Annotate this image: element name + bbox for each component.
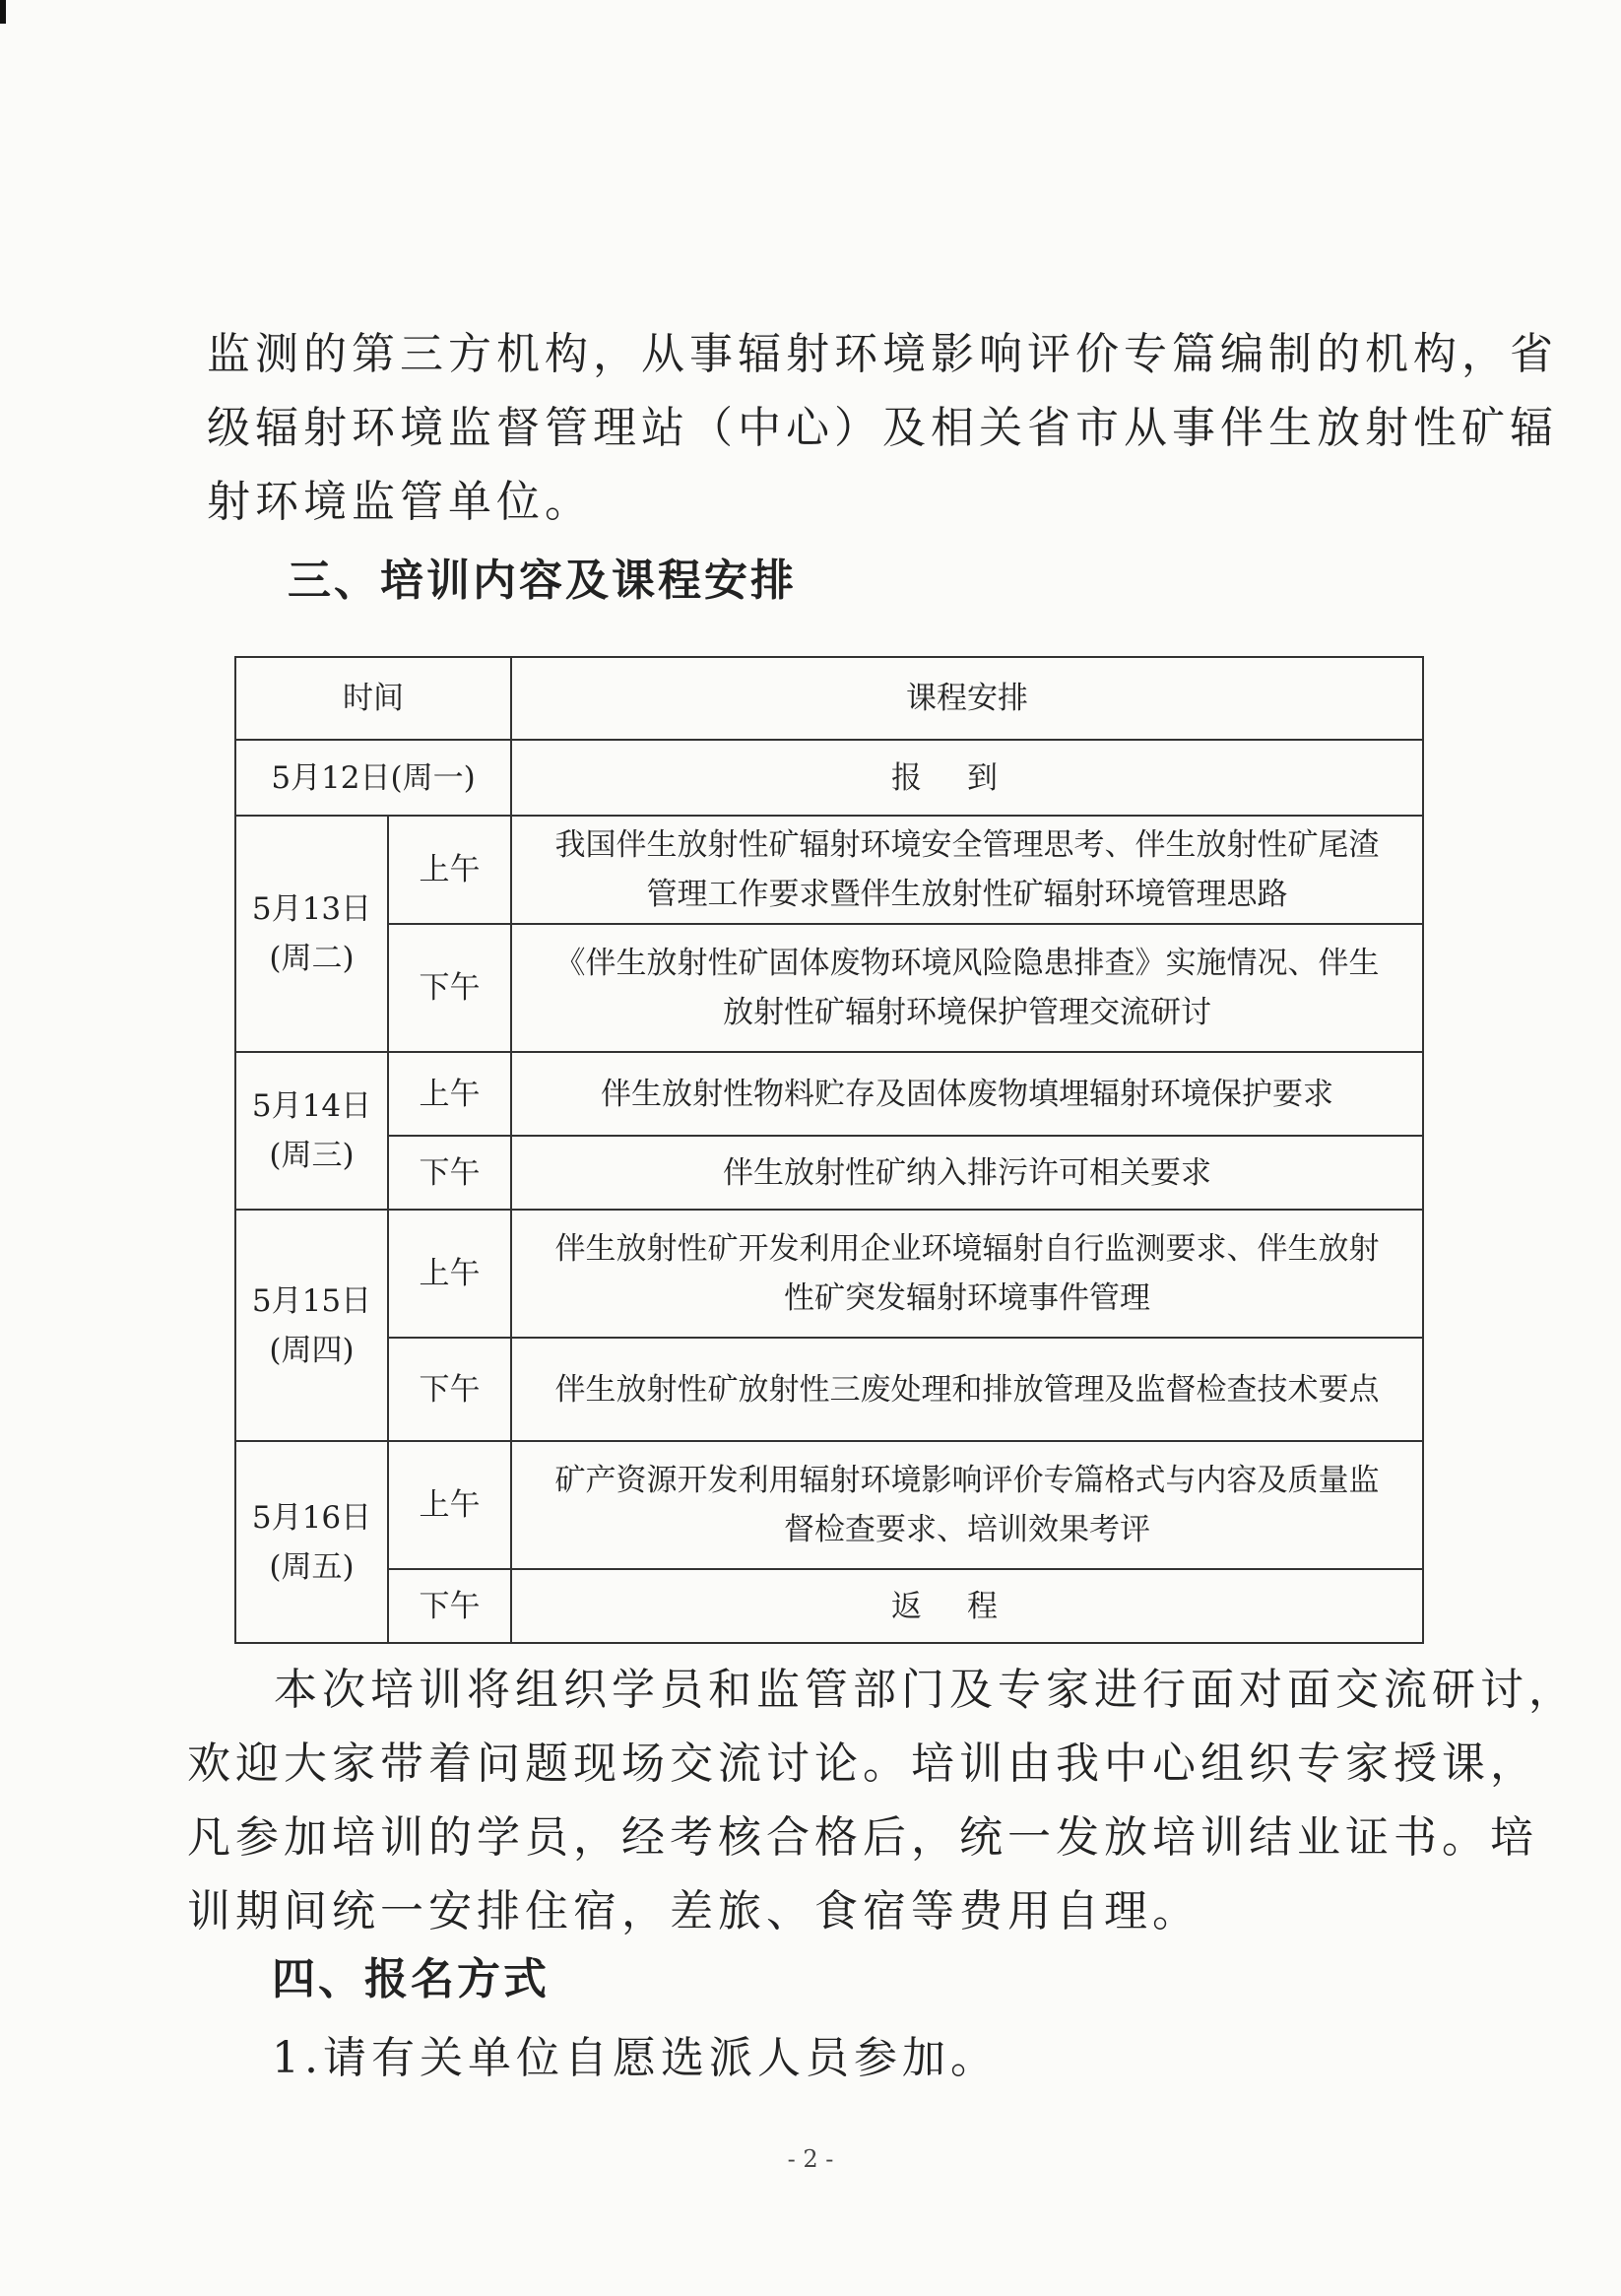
intro-paragraph — [207, 317, 1558, 539]
date-cell: 5月14日 (周三) — [235, 1052, 388, 1210]
course-cell: 伴生放射性物料贮存及固体废物填埋辐射环境保护要求 — [511, 1052, 1423, 1136]
header-time: 时间 — [235, 657, 511, 740]
date-cell: 5月15日 (周四) — [235, 1210, 388, 1441]
course-cell: 返程 — [511, 1569, 1423, 1643]
period-cell: 下午 — [388, 1569, 511, 1643]
course-cell: 伴生放射性矿开发利用企业环境辐射自行监测要求、伴生放射 性矿突发辐射环境事件管理 — [511, 1210, 1423, 1338]
period-cell: 上午 — [388, 816, 511, 924]
date-cell: 5月13日 (周二) — [235, 816, 388, 1052]
course-cell: 矿产资源开发利用辐射环境影响评价专篇格式与内容及质量监 督检查要求、培训效果考评 — [511, 1441, 1423, 1569]
period-cell: 上午 — [388, 1052, 511, 1136]
table-row — [235, 740, 1423, 816]
registration-item-1: 1.请有关单位自愿选派人员参加。 — [272, 2033, 999, 2083]
training-line-3: 凡参加培训的学员，经考核合格后，统一发放培训结业证书。培 — [187, 1812, 1538, 1863]
course-cell: 伴生放射性矿放射性三废处理和排放管理及监督检查技术要点 — [511, 1338, 1423, 1441]
header-course: 课程安排 — [511, 657, 1423, 740]
course-cell: 伴生放射性矿纳入排污许可相关要求 — [511, 1136, 1423, 1210]
date-cell: 5月12日(周一) — [235, 740, 511, 816]
section-4-heading: 四、报名方式 — [272, 1954, 550, 2004]
training-line-4: 训期间统一安排住宿，差旅、食宿等费用自理。 — [187, 1886, 1200, 1936]
date-cell: 5月16日 (周五) — [235, 1441, 388, 1643]
table-header-row — [235, 657, 1423, 740]
period-cell: 上午 — [388, 1210, 511, 1338]
table-row — [235, 1210, 1423, 1338]
intro-line-3: 射环境监管单位。 — [207, 477, 593, 527]
page-number: - 2 - — [787, 2145, 834, 2173]
period-cell: 下午 — [388, 1136, 511, 1210]
table-row — [235, 1136, 1423, 1210]
period-cell: 下午 — [388, 924, 511, 1052]
training-line-2: 欢迎大家带着问题现场交流讨论。培训由我中心组织专家授课， — [187, 1738, 1538, 1789]
table-row — [235, 1338, 1423, 1441]
intro-line-2: 级辐射环境监督管理站（中心）及相关省市从事伴生放射性矿辐 — [207, 403, 1558, 453]
table-row — [235, 1569, 1423, 1643]
table-row — [235, 1441, 1423, 1569]
training-line-1: 本次培训将组织学员和监管部门及专家进行面对面交流研讨， — [274, 1665, 1577, 1715]
section-3-heading: 三、培训内容及课程安排 — [288, 556, 797, 606]
course-cell: 报到 — [511, 740, 1423, 816]
table-row — [235, 924, 1423, 1052]
table-row — [235, 816, 1423, 924]
period-cell: 上午 — [388, 1441, 511, 1569]
course-schedule-table — [234, 656, 1424, 1644]
scan-corner-mark — [0, 0, 6, 24]
table-row — [235, 1052, 1423, 1136]
course-cell: 我国伴生放射性矿辐射环境安全管理思考、伴生放射性矿尾渣 管理工作要求暨伴生放射性矿辐射环境管理思路 — [511, 816, 1423, 924]
period-cell: 下午 — [388, 1338, 511, 1441]
course-cell: 《伴生放射性矿固体废物环境风险隐患排查》实施情况、伴生 放射性矿辐射环境保护管理交流研讨 — [511, 924, 1423, 1052]
intro-line-1: 监测的第三方机构，从事辐射环境影响评价专篇编制的机构，省 — [207, 329, 1558, 379]
training-paragraph — [187, 1653, 1577, 1948]
